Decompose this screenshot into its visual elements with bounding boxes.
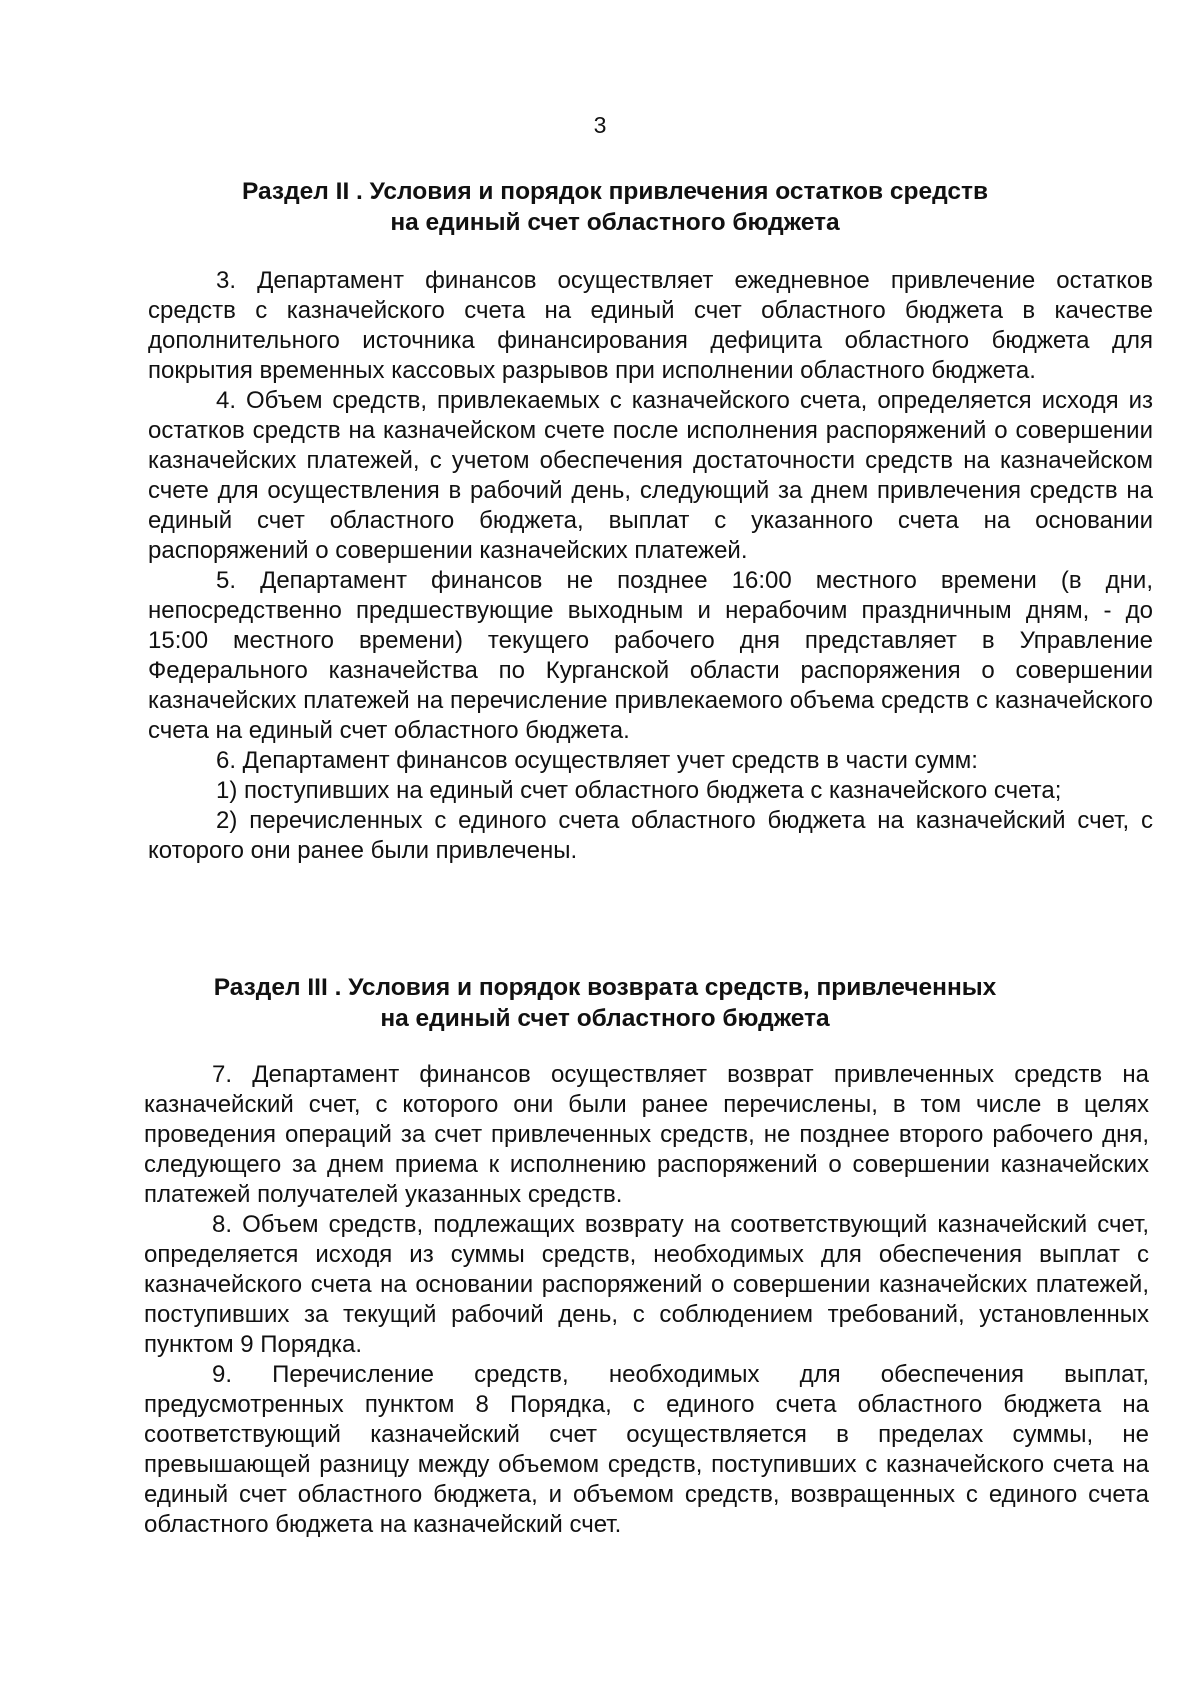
section-2-title-line-2: на единый счет областного бюджета: [390, 209, 840, 236]
paragraph-9: 9. Перечисление средств, необходимых для обеспечения выплат, предусмотренных пунктом 8 Порядка, с единого счета областного бюджета на соответствующий казначейский счет осуществляется в пределах суммы, не превышающей разницу между объемом средств, поступивших с казначейского счета на единый счет областного бюджета, и объемом средств, возвращенных с единого счета областного бюджета на казначейский счет.: [144, 1361, 1149, 1538]
paragraph-7: 7. Департамент финансов осуществляет возврат привлеченных средств на казначейский счет, с которого они были ранее перечислены, в том числе в целях проведения операций за счет привлеченных средств, не позднее второго рабочего дня, следующего за днем приема к исполнению распоряжений о совершении казначейских платежей получателей указанных средств.: [144, 1061, 1149, 1208]
section-3-title-line-1: Раздел III . Условия и порядок возврата средств, привлеченных: [213, 974, 997, 1001]
paragraph-6-item-1: 1) поступивших на единый счет областного бюджета с казначейского счета;: [216, 777, 1062, 804]
paragraph-3: 3. Департамент финансов осуществляет ежедневное привлечение остатков средств с казначейского счета на единый счет областного бюджета в качестве дополнительного источника финансирования дефицита областного бюджета для покрытия временных кассовых разрывов при исполнении областного бюджета.: [148, 267, 1153, 384]
section-2-heading: [150, 176, 1080, 238]
section-2-title-line-1: Раздел II . Условия и порядок привлечения остатков средств: [241, 178, 989, 205]
section-3-title-line-2: на единый счет областного бюджета: [380, 1005, 830, 1032]
section-3-heading: [140, 972, 1070, 1034]
paragraph-6: 6. Департамент финансов осуществляет учет средств в части сумм:: [216, 747, 978, 774]
paragraph-4: 4. Объем средств, привлекаемых с казначейского счета, определяется исходя из остатков средств на казначейском счете после исполнения распоряжений о совершении казначейских платежей, с учетом обеспечения достаточности средств на казначейском счете для осуществления в рабочий день, следующий за днем привлечения средств на единый счет областного бюджета, выплат с указанного счета на основании распоряжений о совершении казначейских платежей.: [148, 387, 1153, 564]
paragraph-8: 8. Объем средств, подлежащих возврату на соответствующий казначейский счет, определяется исходя из суммы средств, необходимых для обеспечения выплат с казначейского счета на основании распоряжений о совершении казначейских платежей, поступивших за текущий рабочий день, с соблюдением требований, установленных пунктом 9 Порядка.: [144, 1211, 1149, 1358]
section-2-body: [148, 266, 1153, 866]
paragraph-6-item-2: 2) перечисленных с единого счета областного бюджета на казначейский счет, с которого они ранее были привлечены.: [148, 807, 1153, 864]
page-number: 3: [593, 112, 607, 138]
section-3-body: [144, 1060, 1149, 1540]
paragraph-5: 5. Департамент финансов не позднее 16:00 местного времени (в дни, непосредственно предшествующие выходным и нерабочим праздничным дням, - до 15:00 местного времени) текущего рабочего дня представляет в Управление Федерального казначейства по Курганской области распоряжения о совершении казначейских платежей на перечисление привлекаемого объема средств с казначейского счета на единый счет областного бюджета.: [148, 567, 1153, 744]
